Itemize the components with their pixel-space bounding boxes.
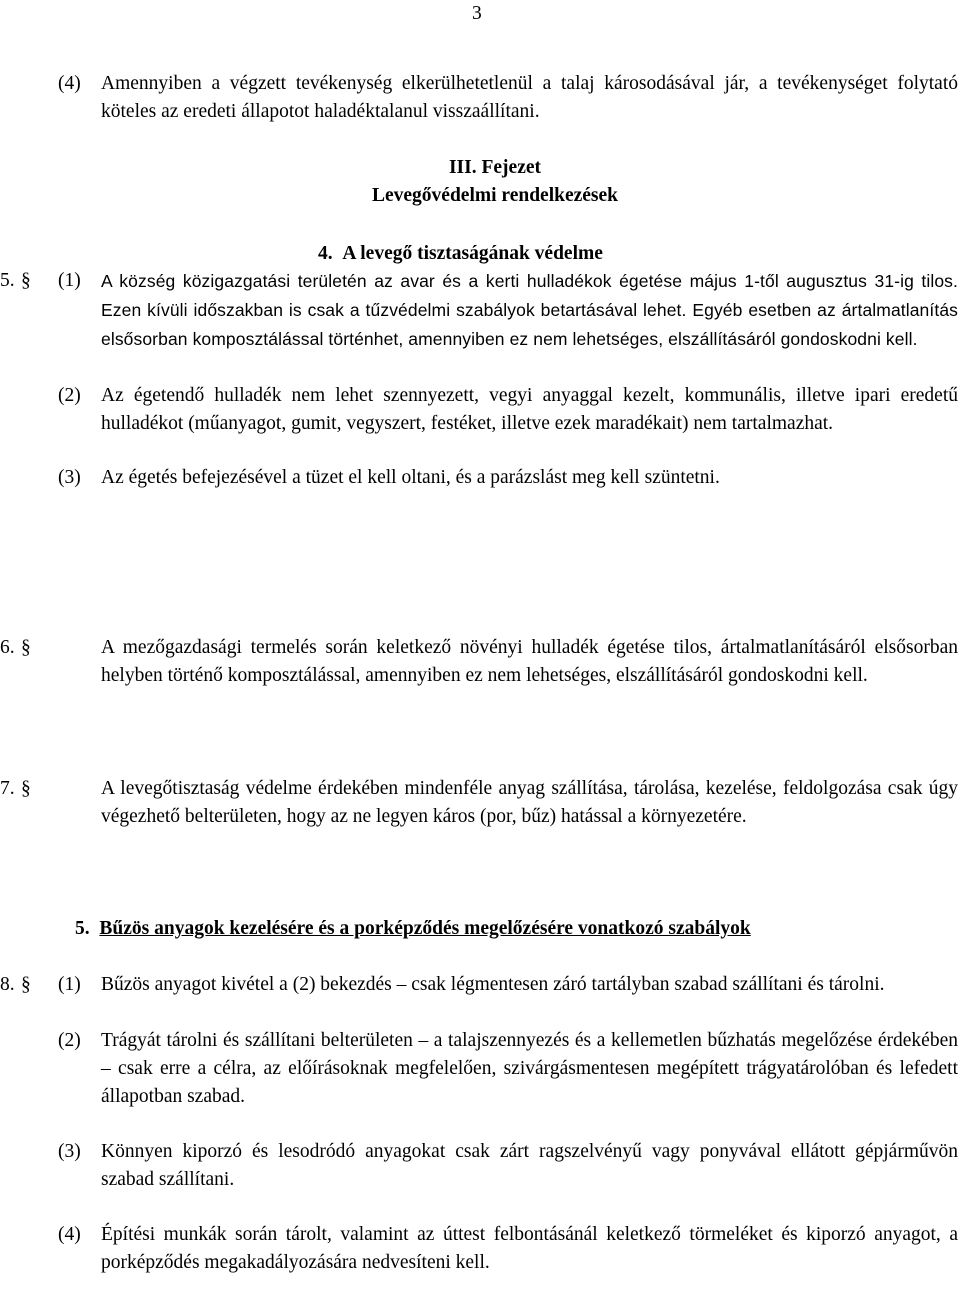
section-mark: § bbox=[21, 270, 31, 291]
section-number: 5. bbox=[75, 918, 90, 939]
intro-paragraph bbox=[0, 70, 960, 126]
chapter-number: III. Fejezet bbox=[448, 157, 542, 178]
paragraph-text: Bűzös anyagot kivétel a (2) bekezdés – csak légmentesen záró tartályban szabad szállítani és tárolni. bbox=[101, 974, 885, 995]
paragraph-8 bbox=[0, 971, 960, 1277]
paragraph-text: Könnyen kiporzó és lesodródó anyagokat csak zárt ragszelvényű vagy ponyvával ellátott gépjárművön szabad szállítani. bbox=[101, 1141, 958, 1190]
paragraph-text: Az égetendő hulladék nem lehet szennyezett, vegyi anyaggal kezelt, kommunális, illetve ipari eredetű hulladékot (műanyagot, gumit, vegyszert, festéket, illetve ezek maradékait) nem tartalmazhat. bbox=[101, 385, 958, 434]
paragraph-text: Trágyát tárolni és szállítani belterületen – a talajszennyezés és a kellemetlen bűzhatás megelőzése érdekében – csak erre a célra, az előírásoknak megfelelően, szivárgásmentesen megépített trágyatárolóban és lefedett állapotban szabad. bbox=[101, 1030, 958, 1107]
paragraph-text: Amennyiben a végzett tevékenység elkerülhetetlenül a talaj károsodásával jár, a tevékenységet folytató köteles az eredeti állapotot haladéktalanul visszaállítani. bbox=[101, 73, 958, 122]
subsection-number: (4) bbox=[58, 1224, 81, 1245]
paragraph-text: Az égetés befejezésével a tüzet el kell oltani, és a parázslást meg kell szüntetni. bbox=[101, 467, 720, 488]
section-mark: § bbox=[21, 974, 31, 995]
paragraph-5 bbox=[0, 267, 960, 492]
section-heading bbox=[75, 915, 751, 943]
chapter-heading bbox=[0, 154, 960, 210]
paragraph-number: 7. bbox=[0, 778, 15, 799]
subsection-number: (4) bbox=[58, 73, 81, 94]
paragraph-text: A levegőtisztaság védelme érdekében mindenféle anyag szállítása, tárolása, kezelése, feldolgozása csak úgy végezhető belterületen, hogy az ne legyen káros (por, bűz) hatással a környezetére. bbox=[101, 778, 958, 827]
section-number: 4. bbox=[318, 243, 333, 264]
paragraph-text: Építési munkák során tárolt, valamint az úttest felbontásánál keletkező törmeléket és kiporzó anyagot, a porképződés megakadályozására nedvesíteni kell. bbox=[101, 1224, 958, 1273]
paragraph-6 bbox=[0, 634, 960, 690]
paragraph-number: 8. bbox=[0, 974, 15, 995]
chapter-title: Levegővédelmi rendelkezések bbox=[371, 185, 619, 206]
section-mark: § bbox=[21, 778, 31, 799]
paragraph-7 bbox=[0, 775, 960, 831]
section-title: Bűzös anyagok kezelésére és a porképződés megelőzésére vonatkozó szabályok bbox=[99, 918, 751, 939]
subsection-number: (1) bbox=[58, 974, 81, 995]
paragraph-number: 6. bbox=[0, 637, 15, 658]
paragraph-text: A mezőgazdasági termelés során keletkező növényi hulladék égetése tilos, ártalmatlanításáról elsősorban helyben történő komposztálással, amennyiben ez nem lehetséges, elszállításáról gondoskodni kell. bbox=[101, 637, 958, 686]
subsection-number: (1) bbox=[58, 270, 81, 291]
paragraph-number: 5. bbox=[0, 270, 15, 291]
section-heading bbox=[318, 240, 603, 268]
subsection-number: (2) bbox=[58, 1030, 81, 1051]
paragraph-text: A község közigazgatási területén az avar és a kerti hulladékok égetése május 1-től augusztus 31-ig tilos. Ezen kívüli időszakban is csak a tűzvédelmi szabályok betartásával lehet. Egyéb esetben az ártalmatlanítás elsősorban komposztálással történhet, amennyiben ez nem lehetséges, elszállításáról gondoskodni kell. bbox=[101, 271, 958, 349]
subsection-number: (3) bbox=[58, 1141, 81, 1162]
section-title: A levegő tisztaságának védelme bbox=[342, 243, 603, 264]
subsection-number: (2) bbox=[58, 385, 81, 406]
subsection-number: (3) bbox=[58, 467, 81, 488]
page-number: 3 bbox=[472, 3, 482, 24]
section-mark: § bbox=[21, 637, 31, 658]
